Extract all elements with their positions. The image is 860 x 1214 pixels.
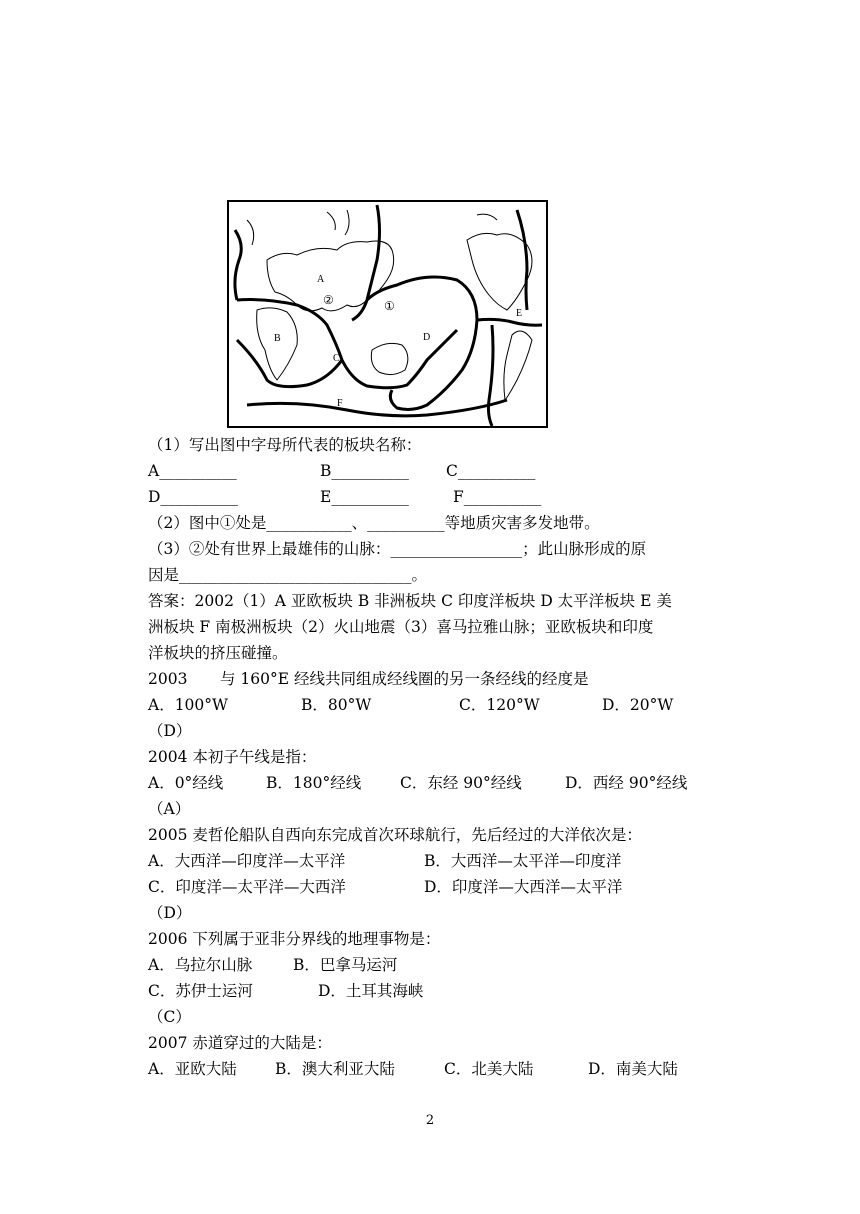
q2007-option-B: B．澳大利亚大陆 <box>275 1060 395 1078</box>
map-label-1: ① <box>384 299 395 313</box>
blank-C: C__________ <box>446 462 536 480</box>
q2002-answer-1: 答案：2002（1）A 亚欧板块 B 非洲板块 C 印度洋板块 D 太平洋板块 E 美 <box>148 592 672 610</box>
q2007-option-D: D．南美大陆 <box>588 1060 678 1078</box>
q2003-text: 与 160°E 经线共同组成经线圈的另一条经线的经度是 <box>220 670 589 688</box>
map-label-E: E <box>516 308 523 319</box>
q2002-answer-3: 洋板块的挤压碰撞。 <box>148 644 288 662</box>
blank-D: D__________ <box>148 488 238 506</box>
map-label-2: ② <box>323 293 334 307</box>
q2002-part3b: 因是______________________________。 <box>148 566 428 584</box>
q2006-options-row1 <box>148 952 728 978</box>
q2007-options <box>148 1056 728 1082</box>
q2002-part1: （1）写出图中字母所代表的板块名称： <box>148 436 422 454</box>
q2003-num: 2003 <box>148 670 188 688</box>
q2003-option-B: B．80°W <box>301 696 372 714</box>
map-label-B: B <box>274 333 281 344</box>
q2006-option-A: A．乌拉尔山脉 <box>148 956 253 974</box>
q2006-stem: 2006 下列属于亚非分界线的地理事物是： <box>148 930 441 948</box>
blank-E: E__________ <box>320 488 409 506</box>
q2005-stem: 2005 麦哲伦船队自西向东完成首次环球航行，先后经过的大洋依次是： <box>148 826 642 844</box>
q2007-option-C: C．北美大陆 <box>444 1060 534 1078</box>
q2004-option-C: C．东经 90°经线 <box>400 774 522 792</box>
q2002-part3a: （3）②处有世界上最雄伟的山脉：_________________；此山脉形成的原 <box>148 540 647 558</box>
map-label-A: A <box>317 274 325 285</box>
q2007-option-A: A．亚欧大陆 <box>148 1060 237 1078</box>
q2004-option-D: D．西经 90°经线 <box>565 774 688 792</box>
q2005-options-row2 <box>148 874 728 900</box>
q2006-option-D: D．土耳其海峡 <box>318 982 424 1000</box>
q2003-stem <box>148 666 728 692</box>
map-label-F: F <box>337 398 343 409</box>
blank-B: B__________ <box>320 462 409 480</box>
question-text <box>148 432 728 1082</box>
q2006-option-C: C．苏伊士运河 <box>148 982 253 1000</box>
blank-F: F__________ <box>453 488 542 506</box>
q2004-option-A: A．0°经线 <box>148 774 224 792</box>
plate-map <box>227 200 548 428</box>
blank-A: A__________ <box>148 462 237 480</box>
q2002-blanks-row2 <box>148 484 728 510</box>
plate-map-drawing <box>227 200 548 428</box>
q2005-option-D: D．印度洋—大西洋—太平洋 <box>424 878 623 896</box>
map-label-D: D <box>423 332 431 343</box>
q2002-answer-2: 洲板块 F 南极洲板块（2）火山地震（3）喜马拉雅山脉；亚欧板块和印度 <box>148 618 654 636</box>
q2003-option-A: A．100°W <box>148 696 228 714</box>
q2005-answer: （D） <box>148 904 192 922</box>
q2003-options <box>148 692 728 718</box>
q2005-options-row1 <box>148 848 728 874</box>
q2005-option-A: A．大西洋—印度洋—太平洋 <box>148 852 346 870</box>
page-number: 2 <box>425 1113 435 1128</box>
q2004-answer: （A） <box>148 800 191 818</box>
q2004-option-B: B．180°经线 <box>266 774 362 792</box>
q2002-part2: （2）图中①处是___________、__________等地质灾害多发地带。 <box>148 514 600 532</box>
q2007-stem: 2007 赤道穿过的大陆是： <box>148 1034 332 1052</box>
q2003-option-C: C．120°W <box>459 696 540 714</box>
q2004-stem: 2004 本初子午线是指： <box>148 748 317 766</box>
q2004-options <box>148 770 728 796</box>
q2003-answer: （D） <box>148 722 192 740</box>
q2002-blanks-row1 <box>148 458 728 484</box>
q2006-options-row2 <box>148 978 728 1004</box>
q2006-answer: （C） <box>148 1008 191 1026</box>
map-label-C: C <box>333 353 340 364</box>
q2005-option-B: B．大西洋—太平洋—印度洋 <box>424 852 622 870</box>
q2005-option-C: C．印度洋—太平洋—大西洋 <box>148 878 346 896</box>
q2003-option-D: D．20°W <box>602 696 674 714</box>
q2006-option-B: B．巴拿马运河 <box>293 956 398 974</box>
